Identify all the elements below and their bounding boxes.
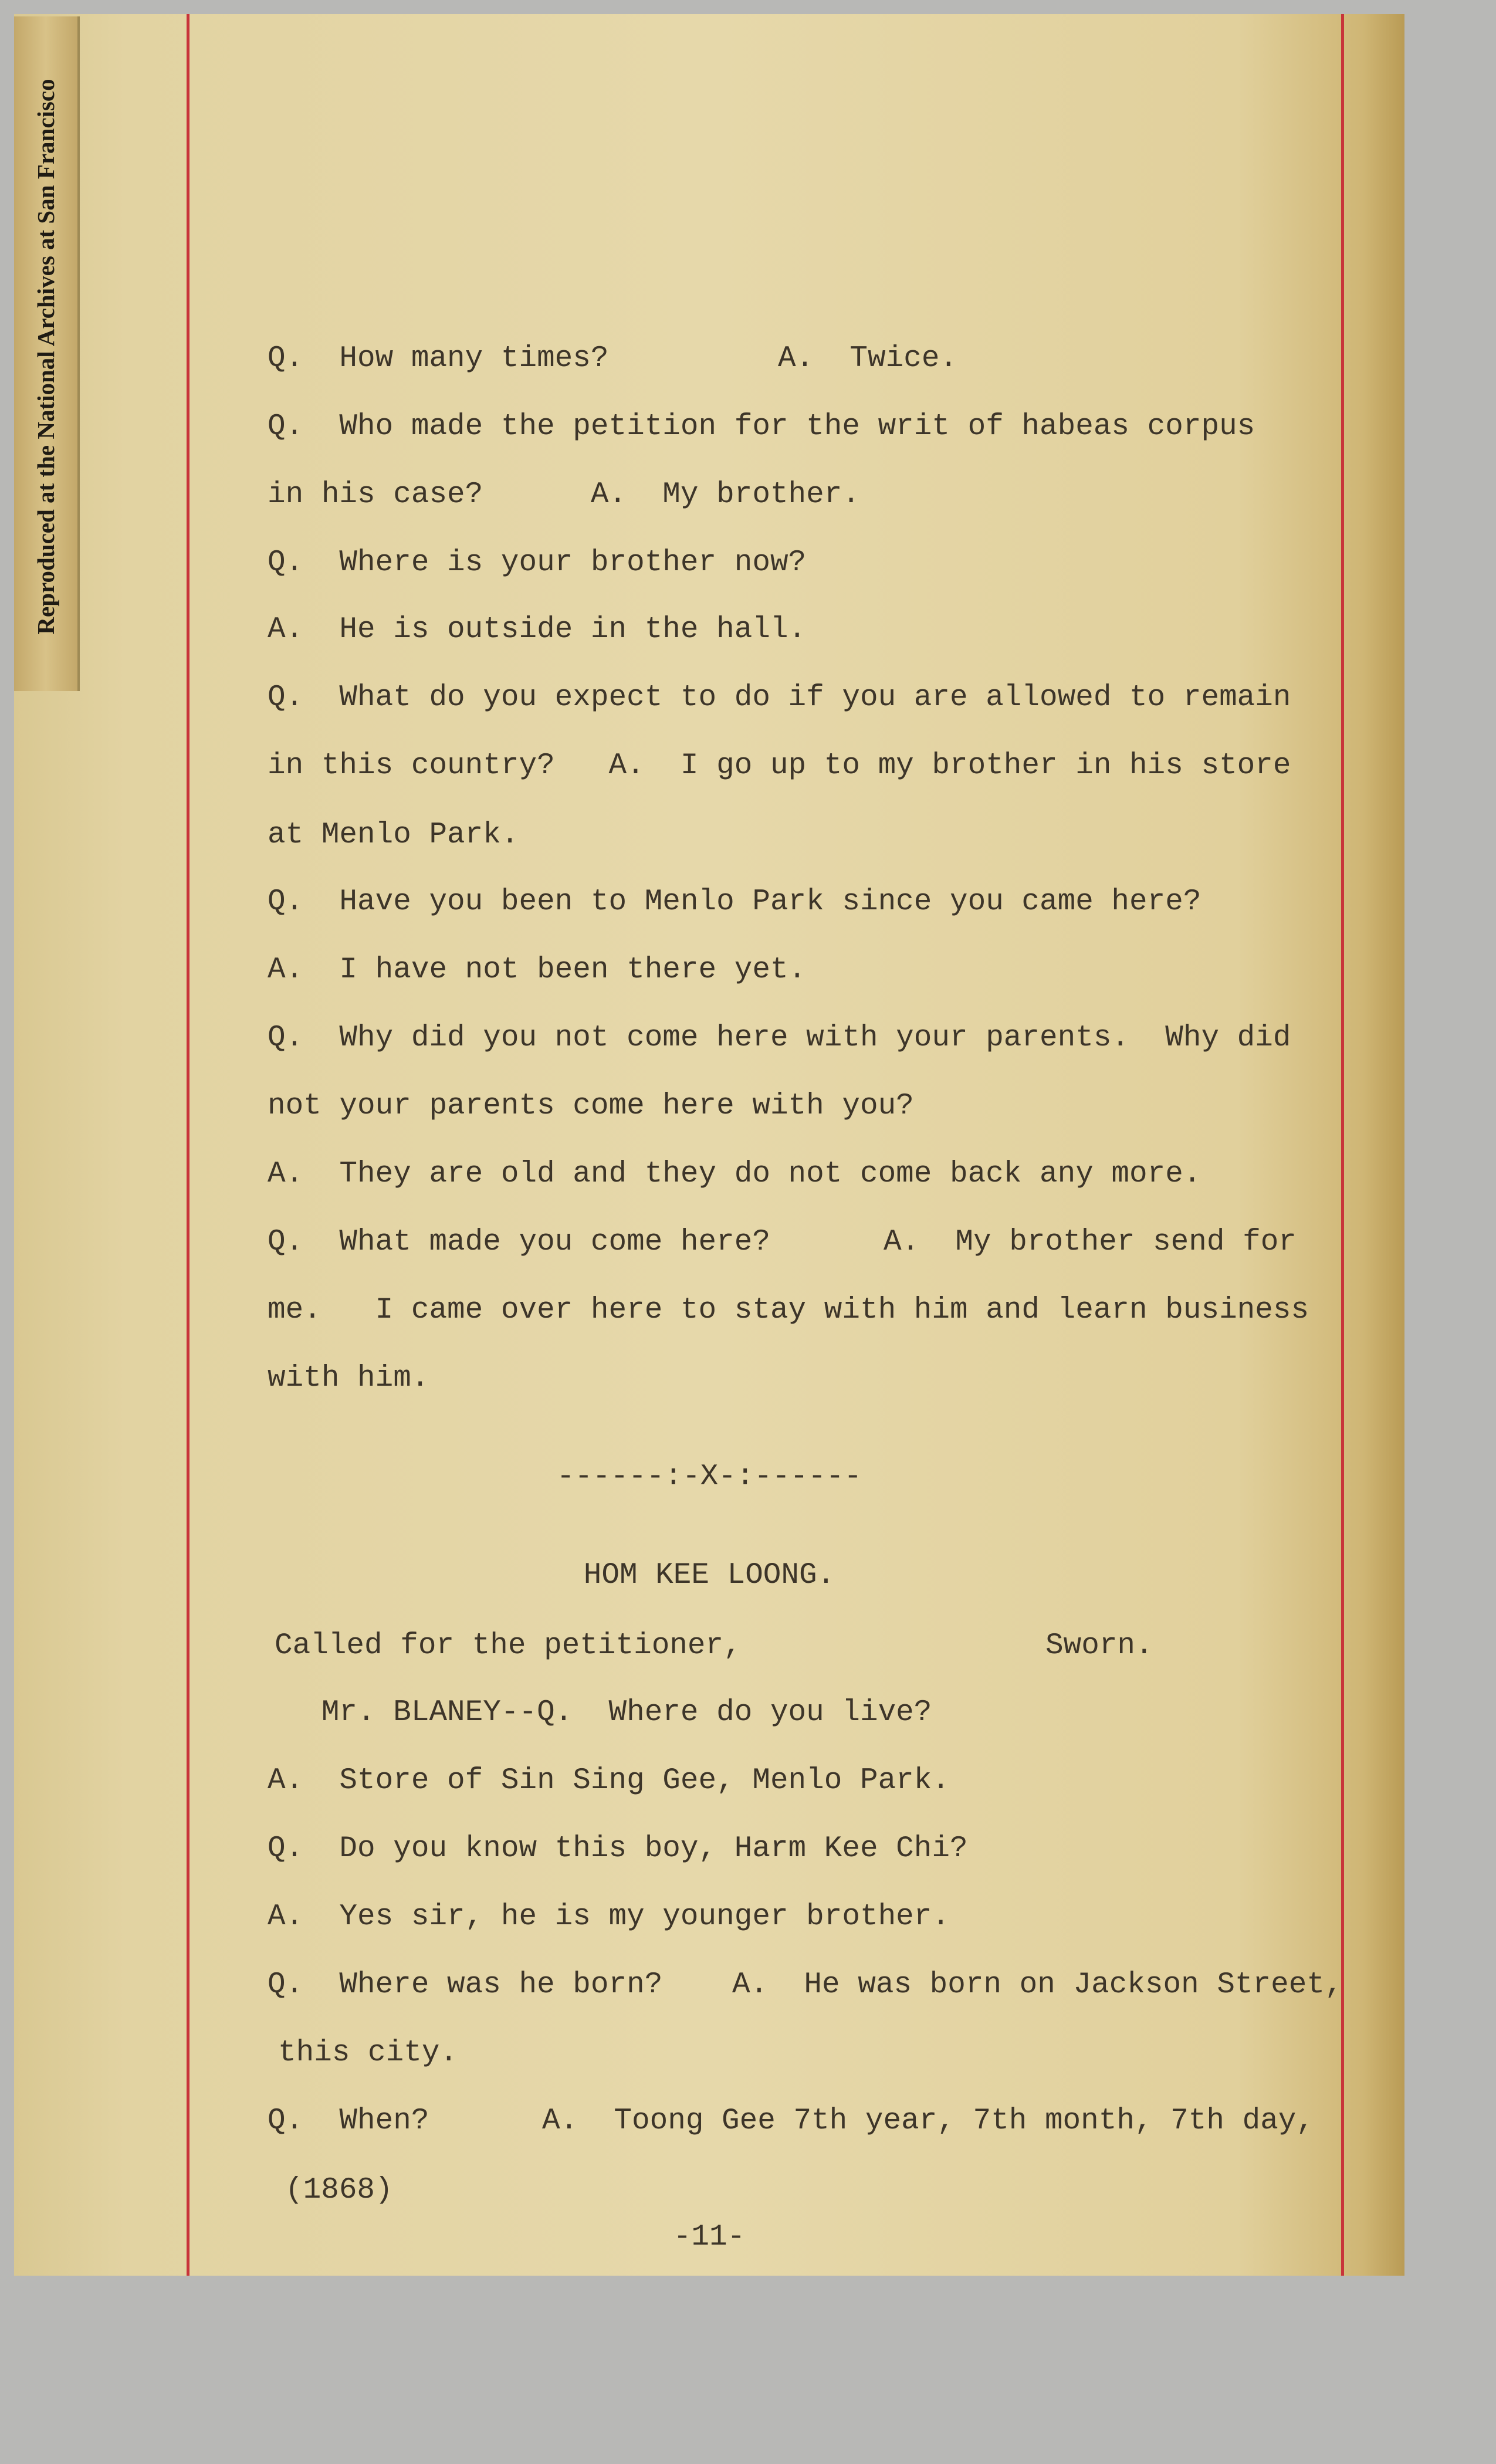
left-margin-line (187, 14, 189, 2276)
transcript-answer: A. He was born on Jackson Street, (732, 1968, 1343, 2002)
archive-stamp-text: Reproduced at the National Archives at San Francisco (32, 79, 59, 635)
transcript-line: A. They are old and they do not come back any more. (268, 1157, 1201, 1191)
transcript-line: at Menlo Park. (268, 818, 519, 852)
transcript-line: me. I came over here to stay with him and learn business (268, 1294, 1309, 1327)
transcript-line: Q. Why did you not come here with your parents. Why did (268, 1021, 1291, 1055)
transcript-line: Q. How many times? (268, 342, 609, 375)
transcript-line: Q. Who made the petition for the writ of habeas corpus (268, 410, 1255, 444)
transcript-line: in this country? A. I go up to my brother in his store (268, 749, 1291, 783)
transcript-line: A. Yes sir, he is my younger brother. (268, 1900, 950, 1934)
page-number: -11- (673, 2221, 746, 2254)
transcript-line: Q. What do you expect to do if you are allowed to remain (268, 681, 1291, 715)
transcript-answer: A. My brother send for (884, 1226, 1297, 1259)
document-page (14, 14, 1404, 2276)
transcript-line: A. He is outside in the hall. (268, 613, 807, 647)
transcript-line: Q. Where was he born? (268, 1968, 663, 2002)
sworn-label: Sworn. (1045, 1629, 1153, 1663)
transcript-line: this city. (278, 2036, 458, 2070)
transcript-answer: A. Toong Gee 7th year, 7th month, 7th day, (542, 2104, 1315, 2138)
transcript-line: Q. Have you been to Menlo Park since you came here? (268, 885, 1201, 919)
transcript-line: Q. Do you know this boy, Harm Kee Chi? (268, 1832, 968, 1866)
transcript-line: with him. (268, 1362, 429, 1395)
transcript-line: A. I have not been there yet. (268, 953, 807, 987)
witness-name: HOM KEE LOONG. (583, 1559, 835, 1592)
section-divider: ------:-X-:------ (556, 1460, 862, 1494)
transcript-line: in his case? A. My brother. (268, 478, 860, 512)
right-margin-line (1341, 14, 1344, 2276)
transcript-line: (1868) (285, 2174, 393, 2207)
transcript-line: Mr. BLANEY--Q. Where do you live? (268, 1696, 932, 1729)
transcript-line: A. Store of Sin Sing Gee, Menlo Park. (268, 1764, 950, 1798)
transcript-line: Q. What made you come here? (268, 1226, 770, 1259)
transcript-line: Q. When? (268, 2104, 429, 2138)
archive-stamp (14, 16, 80, 691)
transcript-line: Q. Where is your brother now? (268, 546, 807, 580)
called-for-line: Called for the petitioner, (275, 1629, 742, 1663)
transcript-line: not your parents come here with you? (268, 1089, 914, 1123)
transcript-answer: A. Twice. (778, 342, 958, 375)
